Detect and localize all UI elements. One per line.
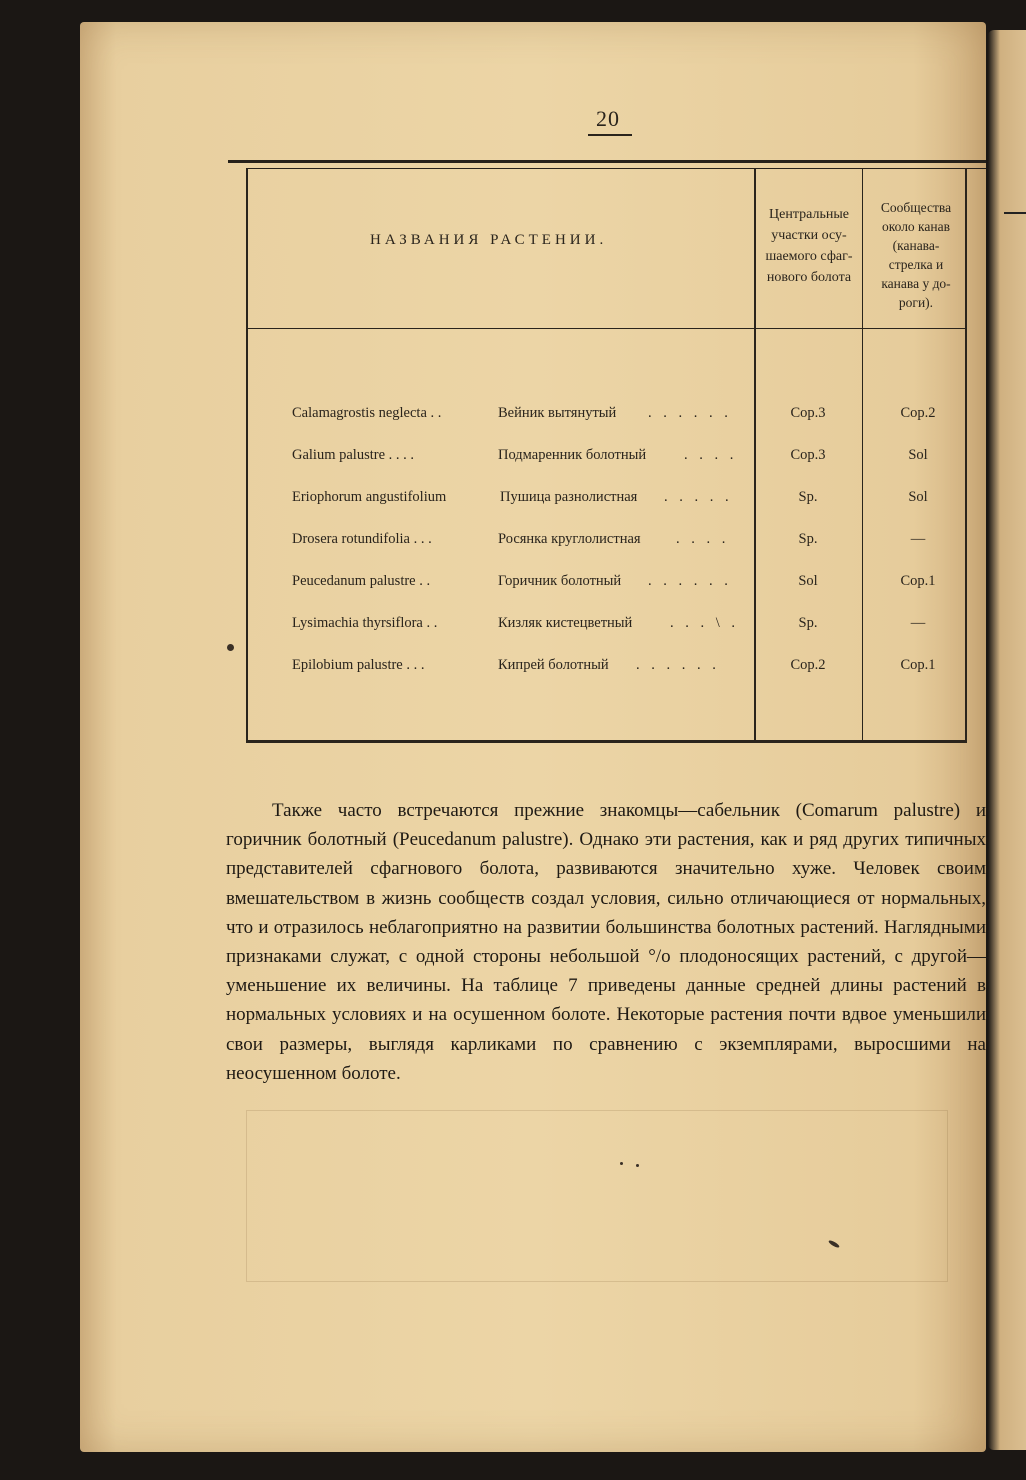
latin-name: Lysimachia thyrsiflora . .	[292, 615, 438, 631]
leader-dots: . . . .	[676, 531, 730, 547]
table-row	[292, 489, 982, 513]
value-ditch: Cop.2	[900, 405, 936, 421]
value-central: Sp.	[798, 489, 818, 505]
latin-name: Epilobium palustre . . .	[292, 657, 425, 673]
value-central: Cop.3	[790, 447, 826, 463]
leader-dots: . . . \ .	[670, 615, 740, 631]
russian-name: Вейник вытянутый	[498, 405, 617, 421]
header-col2-line: Сообщества	[880, 200, 952, 215]
body-paragraph-text: Также часто встречаются прежние знакомцы—сабельник (Comarum palustre) и горичник болотный (Peucedanum palustre). Однако эти растения, как и ряд других типичных представителей сфагнового болота, развиваются значительно хуже. Человек своим вмешательством в жизнь сообществ создал условия, сильно отличающиеся от нормальных, что и отразилось неблагоприятно на развитии большинства болотных растений. Наглядными признаками служат, с одной стороны небольшой °/о плодоносящих растений, с другой—уменьшение их величины. На таблице 7 приведены данные средней длины растений в нормальных условиях и на осушенном болоте. Некоторые растения почти вдвое уменьшили свои размеры, выглядя карликами по сравнению с экземплярами, выросшими на неосушенном болоте.	[226, 800, 986, 1084]
value-ditch: —	[910, 615, 926, 631]
leader-dots: . . . . . .	[648, 405, 732, 421]
table-left-border	[246, 168, 248, 742]
russian-name: Росянка круглолистная	[498, 531, 641, 547]
body-paragraph	[226, 796, 986, 1088]
table-row	[292, 573, 982, 597]
russian-name: Пушица разнолистная	[500, 489, 638, 505]
latin-name: Eriophorum angustifolium	[292, 489, 447, 505]
page-number: 20	[596, 106, 620, 131]
table-row	[292, 531, 982, 555]
table-top-rule	[228, 160, 986, 163]
russian-name: Кипрей болотный	[498, 657, 609, 673]
ink-speck	[636, 1164, 639, 1167]
value-ditch: Cop.1	[900, 573, 936, 589]
adjacent-page-edge	[988, 30, 1026, 1450]
value-central: Sp.	[798, 615, 818, 631]
table-header-rule	[246, 328, 967, 329]
table-bottom-rule	[246, 740, 967, 743]
leader-dots: . . . . . .	[648, 573, 732, 589]
value-central: Cop.3	[790, 405, 826, 421]
header-col2-line: стрелка и	[888, 257, 944, 272]
russian-name: Подмаренник болотный	[498, 447, 647, 463]
bleed-through-table-ghost	[246, 1110, 948, 1282]
leader-dots: . . . .	[684, 447, 738, 463]
table-row	[292, 657, 982, 681]
leader-dots: . . . . . .	[636, 657, 720, 673]
table-row	[292, 405, 982, 429]
header-col1-line: Центральные	[769, 207, 849, 222]
value-ditch: Sol	[908, 447, 928, 463]
header-col1-line: шаемого сфаг-	[765, 249, 853, 264]
russian-name: Кизляк кистецветный	[498, 615, 633, 631]
value-central: Cop.2	[790, 657, 826, 673]
latin-name: Galium palustre . . . .	[292, 447, 415, 463]
table-row	[292, 447, 982, 471]
page-number-underline	[588, 134, 632, 136]
header-col2-line: роги).	[898, 295, 934, 310]
value-ditch: Cop.1	[900, 657, 936, 673]
table-row	[292, 615, 982, 639]
latin-name: Calamagrostis neglecta . .	[292, 405, 442, 421]
latin-name: Peucedanum palustre . .	[292, 573, 431, 589]
adjacent-page-rule	[1004, 212, 1026, 214]
latin-name: Drosera rotundifolia . . .	[292, 531, 432, 547]
header-ditch-communities	[864, 198, 968, 312]
table-top-rule-thin	[248, 168, 986, 169]
header-plant-names: НАЗВАНИЯ РАСТЕНИИ.	[370, 232, 608, 248]
header-col2-line: канава у до-	[881, 276, 951, 291]
value-central: Sol	[798, 573, 818, 589]
header-col2-line: (канава-	[892, 238, 940, 253]
value-central: Sp.	[798, 531, 818, 547]
header-col1-line: участки осу-	[771, 228, 847, 243]
value-ditch: Sol	[908, 489, 928, 505]
ink-speck	[227, 644, 234, 651]
header-col2-line: около канав	[882, 219, 950, 234]
russian-name: Горичник болотный	[498, 573, 622, 589]
header-col1-line: нового болота	[766, 270, 852, 285]
header-central-areas	[756, 204, 862, 288]
value-ditch: —	[910, 531, 926, 547]
leader-dots: . . . . .	[664, 489, 733, 505]
ink-speck	[620, 1162, 623, 1165]
